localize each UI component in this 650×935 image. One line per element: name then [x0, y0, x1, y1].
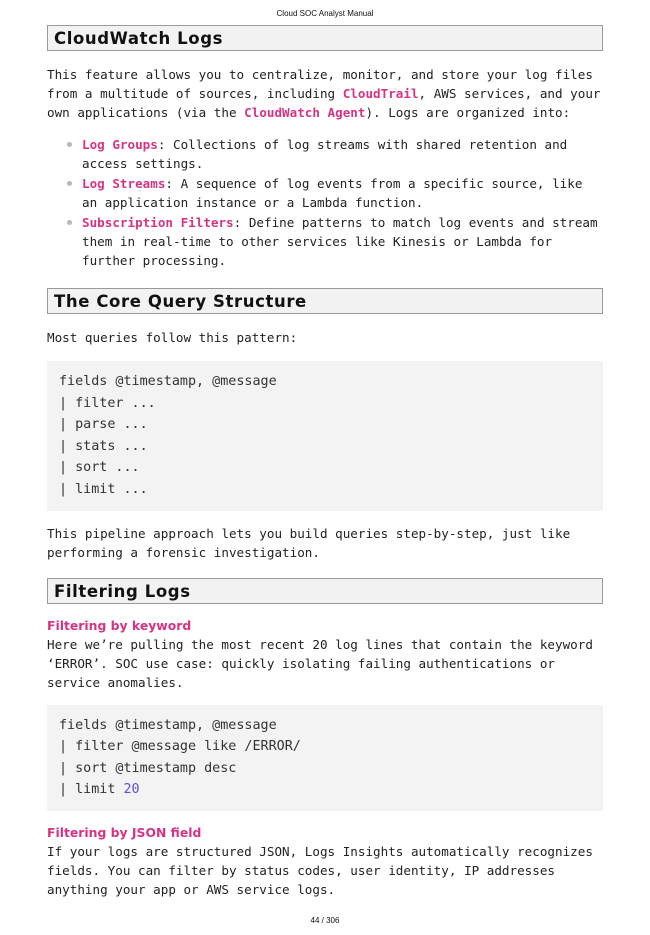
list-item-text: : Collections of log streams with shared retention and access settings.	[82, 137, 568, 171]
code-line: | stats ...	[59, 438, 148, 454]
code-line: | filter ...	[59, 395, 156, 411]
code-line: | sort @timestamp desc	[59, 760, 237, 776]
list-item-log-groups	[47, 135, 603, 173]
code-line	[59, 779, 591, 801]
cloudwatch-intro-paragraph	[47, 65, 603, 122]
subheading-filtering-by-keyword: Filtering by keyword	[47, 617, 192, 633]
code-limit-number: 20	[123, 782, 140, 798]
running-header: Cloud SOC Analyst Manual	[276, 9, 374, 18]
section-heading-cloudwatch-logs: CloudWatch Logs	[47, 25, 603, 51]
list-item-text: : Define patterns to match log events and stream them in real-time to other services like Kinesis or Lambda for further processing.	[82, 215, 598, 268]
code-line: fields @timestamp, @message	[59, 374, 277, 389]
bullet-icon	[67, 220, 72, 225]
page-number: 44 / 306	[310, 916, 340, 925]
intro-text-1: This feature allows you to centralize, monitor, and store your log files from a multitude of sources, including	[47, 67, 593, 101]
code-line: fields @timestamp, @message	[59, 717, 277, 733]
list-item-subscription-filters	[47, 213, 603, 270]
query-pattern-code-block	[47, 361, 603, 511]
filtering-by-json-paragraph: If your logs are structured JSON, Logs Insights automatically recognizes fields. You can filter by status codes, user identity, IP addresses anything your app or AWS service logs.	[47, 843, 593, 897]
code-line: | filter @message like /ERROR/	[59, 739, 301, 755]
intro-text-3: ). Logs are organized into:	[365, 105, 571, 120]
page-content	[47, 25, 603, 899]
cloudtrail-highlight: CloudTrail	[342, 86, 419, 101]
list-item-term: Log Groups	[82, 137, 158, 152]
core-query-lead: Most queries follow this pattern:	[47, 330, 298, 345]
list-item-log-streams	[47, 174, 603, 212]
section-heading-filtering-logs: Filtering Logs	[47, 578, 603, 604]
code-line: | parse ...	[59, 417, 148, 433]
intro-text-2: , AWS services, and your own applications (via the	[47, 86, 601, 120]
bullet-icon	[67, 181, 72, 186]
code-line: | limit ...	[59, 481, 148, 497]
list-item-term: Log Streams	[82, 176, 166, 191]
code-line: | sort ...	[59, 460, 140, 476]
cloudwatch-agent-highlight: CloudWatch Agent	[244, 105, 366, 120]
pipeline-paragraph: This pipeline approach lets you build queries step-by-step, just like performing a forensic investigation.	[47, 525, 571, 560]
code-limit-keyword: | limit	[59, 782, 124, 798]
filtering-by-keyword-paragraph: Here we’re pulling the most recent 20 log lines that contain the keyword ‘ERROR’. SOC use case: quickly isolating failing authentications or service anomalies.	[47, 636, 593, 690]
keyword-filter-code-block	[47, 705, 603, 811]
section-heading-core-query-structure: The Core Query Structure	[47, 288, 603, 314]
list-item-text: : A sequence of log events from a specific source, like an application instance or a Lambda function.	[82, 176, 583, 210]
subheading-filtering-by-json-field: Filtering by JSON field	[47, 824, 202, 840]
log-organization-list	[47, 135, 603, 270]
list-item-term: Subscription Filters	[82, 215, 234, 230]
bullet-icon	[67, 142, 72, 147]
